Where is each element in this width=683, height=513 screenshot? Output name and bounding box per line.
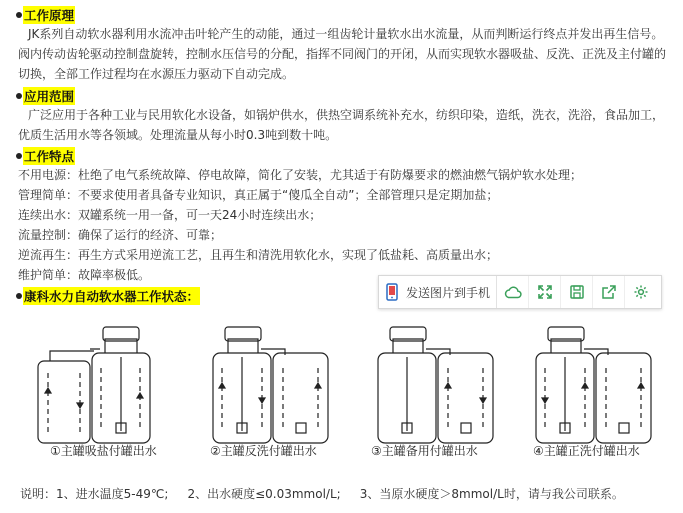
share-button[interactable] xyxy=(593,276,625,308)
cloud-button[interactable] xyxy=(497,276,529,308)
cloud-icon xyxy=(504,285,522,299)
send-to-phone-label: 发送图片到手机 xyxy=(406,285,491,300)
feature-line: 流量控制：确保了运行的经济、可靠； xyxy=(18,228,223,242)
softener-diagram-1 xyxy=(30,313,180,453)
figure-caption: ②主罐反洗付罐出水 xyxy=(210,444,317,458)
feature-line: 逆流再生：再生方式采用逆流工艺，且再生和清洗用软化水，实现了低盐耗、高质量出水； xyxy=(18,248,499,262)
softener-diagram-2 xyxy=(195,313,345,453)
footnote: 说明：1、进水温度5-49℃; 2、出水硬度≤0.03mmol/L; 3、当原水硬度＞8mmol/L时，请与我公司联系。 xyxy=(20,487,624,501)
bullet-dot xyxy=(16,93,22,99)
share-icon xyxy=(601,284,617,300)
save-icon xyxy=(569,284,585,300)
principle-text: JK系列自动软水器利用水流冲击叶轮产生的动能，通过一组齿轮计量软水出水流量，从而判断运行终点并发出再生信号。阀内传动齿轮驱动控制盘旋转，控制水压信号的分配，指挥不同阀门的开闭，从而实现软水器吸盐、反洗、正洗及主付罐的切换，全部工作过程均在水源压力驱动下自动完成。 xyxy=(18,27,667,81)
figure-caption: ③主罐备用付罐出水 xyxy=(371,444,478,458)
settings-icon xyxy=(633,284,649,300)
feature-line: 管理简单：不要求使用者具备专业知识，真正属于“傻瓜全自动”；全部管理只是定期加盐； xyxy=(18,188,499,202)
feature-line: 连续出水：双罐系统一用一备，可一天24小时连续出水； xyxy=(18,208,322,222)
bullet-dot xyxy=(16,12,22,18)
bullet-dot xyxy=(16,293,22,299)
save-button[interactable] xyxy=(561,276,593,308)
feature-line: 维护简单：故障率极低。 xyxy=(18,268,151,282)
phone-send-icon xyxy=(385,283,401,301)
section-status-heading xyxy=(16,287,200,305)
expand-icon xyxy=(537,284,553,300)
section-features-heading xyxy=(16,147,75,165)
scope-text: 广泛应用于各种工业与民用软化水设备，如锅炉供水，供热空调系统补充水，纺织印染，造纸，洗衣，洗浴，食品加工，优质生活用水等各领域。处理流量从每小时0.3吨到数十吨。 xyxy=(18,108,665,142)
settings-button[interactable] xyxy=(625,276,656,308)
section-scope-heading xyxy=(16,87,75,105)
figure-caption: ①主罐吸盐付罐出水 xyxy=(50,444,157,458)
feature-line: 不用电源：杜绝了电气系统故障、停电故障，简化了安装，尤其适于有防爆要求的燃油燃气锅炉软水处理； xyxy=(18,168,583,182)
send-to-phone-button[interactable] xyxy=(379,276,497,308)
section-principle-heading xyxy=(16,6,75,24)
section-title: 工作特点 xyxy=(24,149,75,164)
figure-caption: ④主罐正洗付罐出水 xyxy=(533,444,640,458)
expand-button[interactable] xyxy=(529,276,561,308)
bullet-dot xyxy=(16,153,22,159)
softener-diagram-3 xyxy=(360,313,510,453)
section-title: 应用范围 xyxy=(24,89,75,104)
section-title: 康科水力自动软水器工作状态： xyxy=(24,289,200,304)
softener-diagram-4 xyxy=(522,313,672,453)
section-title: 工作原理 xyxy=(24,8,75,23)
image-toolbar xyxy=(378,275,662,309)
